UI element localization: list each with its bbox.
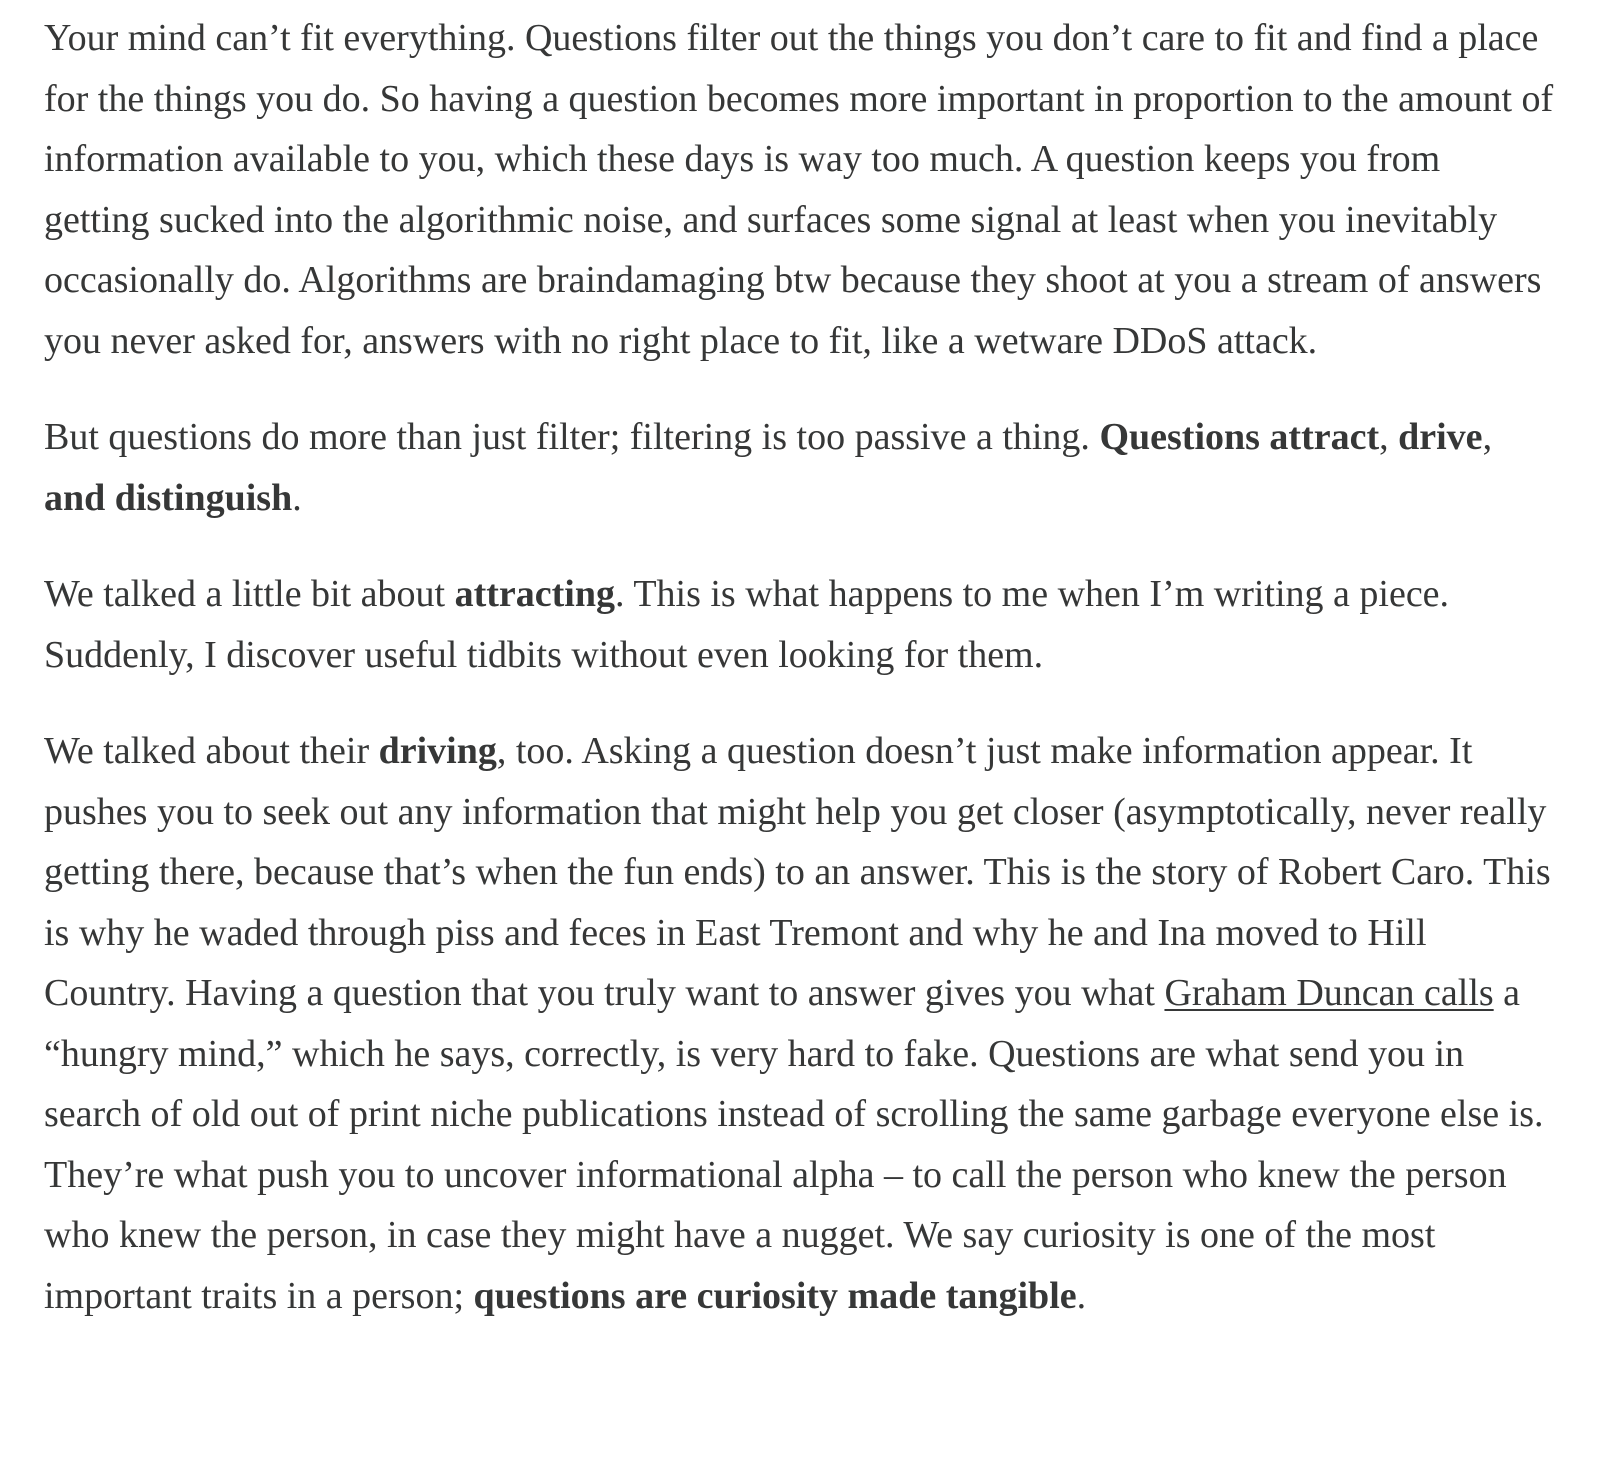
paragraph-3-text-1: We talked a little bit about (44, 573, 455, 615)
paragraph-3-bold-attracting: attracting (454, 573, 615, 615)
paragraph-2 (44, 407, 1554, 528)
paragraph-4 (44, 721, 1554, 1326)
paragraph-2-bold-drive: drive (1398, 416, 1483, 458)
paragraph-2-text-2: , (1379, 416, 1399, 458)
paragraph-3 (44, 564, 1554, 685)
graham-duncan-link[interactable]: Graham Duncan calls (1164, 972, 1494, 1014)
paragraph-2-text-3: , (1482, 416, 1493, 458)
paragraph-2-bold-attract: Questions attract (1099, 416, 1380, 458)
paragraph-3-text-2: . This is what happens to me when I’m writing a piece. Suddenly, I discover useful tidbits without even looking for them. (44, 573, 1450, 676)
paragraph-4-text-1: We talked about their (44, 730, 379, 772)
paragraph-4-text-3: a “hungry mind,” which he says, correctly, is very hard to fake. Questions are what send you in search of old out of print niche publications instead of scrolling the same garbage everyone else is. They’re what push you to uncover informational alpha – to call the person who knew the person who knew the person, in case they might have a nugget. We say curiosity is one of the most important traits in a person; (44, 972, 1544, 1317)
paragraph-4-bold-driving: driving (378, 730, 497, 772)
paragraph-2-bold-distinguish: and distinguish (44, 476, 293, 519)
paragraph-4-text-2: , too. Asking a question doesn’t just make information appear. It pushes you to seek out any information that might help you get closer (asymptotically, never really getting there, because that’s when the fun ends) to an answer. This is the story of Robert Caro. This is why he waded through piss and feces in East Tremont and why he and Ina moved to Hill Country. Having a question that you truly want to answer gives you what (44, 730, 1551, 1014)
paragraph-1-text: Your mind can’t fit everything. Questions filter out the things you don’t care to fit and find a place for the things you do. So having a question becomes more important in proportion to the amount of information available to you, which these days is way too much. A question keeps you from getting sucked into the algorithmic noise, and surfaces some signal at least when you inevitably occasionally do. Algorithms are braindamaging btw because they shoot at you a stream of answers you never asked for, answers with no right place to fit, like a wetware DDoS attack. (44, 17, 1554, 362)
paragraph-2-text-4: . (292, 476, 302, 519)
paragraph-1 (44, 8, 1554, 371)
article-body (44, 8, 1554, 1326)
paragraph-4-text-4: . (1076, 1274, 1087, 1317)
paragraph-2-text-1: But questions do more than just filter; filtering is too passive a thing. (44, 416, 1100, 458)
paragraph-4-bold-tangible: questions are curiosity made tangible (473, 1274, 1077, 1317)
